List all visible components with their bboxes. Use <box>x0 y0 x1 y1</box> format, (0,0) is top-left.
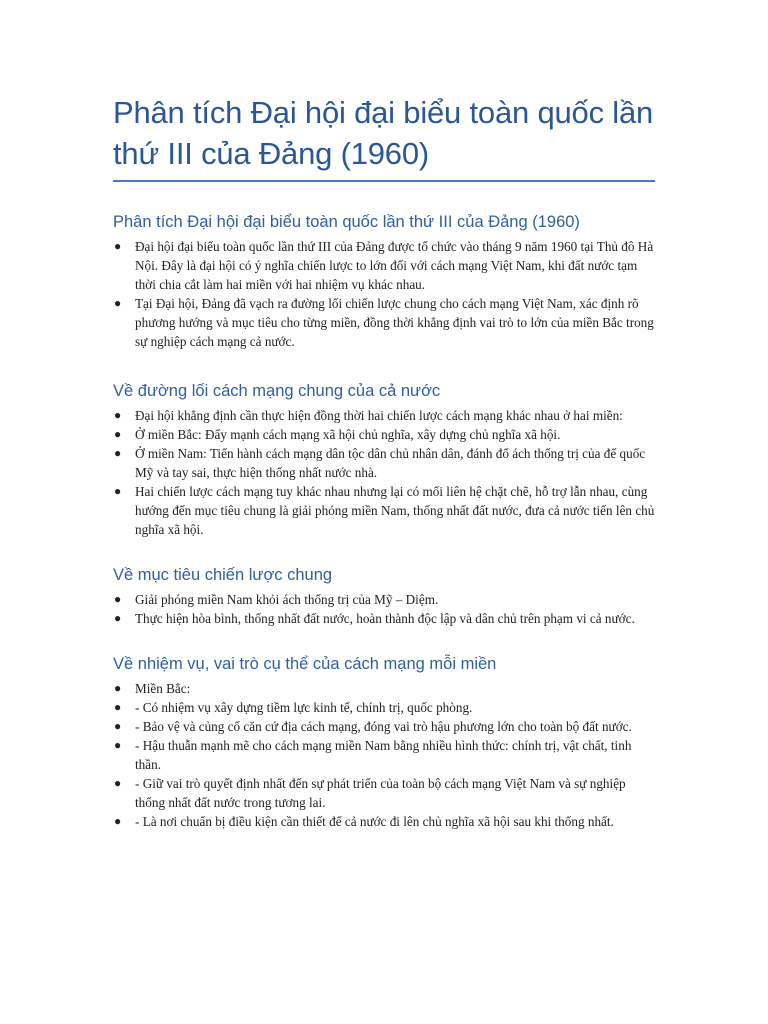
bullet-list-general-line <box>113 406 655 539</box>
list-item <box>113 609 655 628</box>
bullet-icon: ● <box>114 681 122 695</box>
list-item <box>113 482 655 539</box>
list-item-text: - Giữ vai trò quyết định nhất đến sự phát triển của toàn bộ cách mạng Việt Nam và sự nghiệp thống nhất đất nước trong tương lai. <box>135 776 626 810</box>
bullet-icon: ● <box>114 738 122 752</box>
list-item <box>113 294 655 351</box>
bullet-list-overview <box>113 237 655 351</box>
bullet-icon: ● <box>114 700 122 714</box>
list-item-text: Đại hội khẳng định cần thực hiện đồng thời hai chiến lược cách mạng khác nhau ở hai miền: <box>135 408 623 423</box>
list-item-text: Giải phóng miền Nam khỏi ách thống trị của Mỹ – Diệm. <box>135 592 439 607</box>
list-item <box>113 774 655 812</box>
bullet-icon: ● <box>114 408 122 422</box>
list-item-text: Thực hiện hòa bình, thống nhất đất nước, hoàn thành độc lập và dân chủ trên phạm vi cả nước. <box>135 611 635 626</box>
list-item <box>113 590 655 609</box>
list-item <box>113 444 655 482</box>
bullet-icon: ● <box>114 592 122 606</box>
bullet-icon: ● <box>114 611 122 625</box>
list-item-text: Đại hội đại biểu toàn quốc lần thứ III của Đảng được tổ chức vào tháng 9 năm 1960 tại Thủ đô Hà Nội. Đây là đại hội có ý nghĩa chiến lược to lớn đối với cách mạng Việt Nam, khi đất nước tạm thời chia cắt làm hai miền với hai nhiệm vụ khác nhau. <box>135 239 654 292</box>
section-heading-general-line: Về đường lối cách mạng chung của cả nước <box>113 382 441 400</box>
bullet-icon: ● <box>114 814 122 828</box>
list-item <box>113 237 655 294</box>
bullet-icon: ● <box>114 239 122 253</box>
bullet-icon: ● <box>114 776 122 790</box>
list-item <box>113 406 655 425</box>
list-item <box>113 698 655 717</box>
list-item-text: Ở miền Bắc: Đẩy mạnh cách mạng xã hội chủ nghĩa, xây dựng chủ nghĩa xã hội. <box>135 427 561 442</box>
list-item-text: - Là nơi chuẩn bị điều kiện cần thiết để cả nước đi lên chủ nghĩa xã hội sau khi thống nhất. <box>135 814 614 829</box>
list-item-text: Miền Bắc: <box>135 681 191 696</box>
bullet-icon: ● <box>114 296 122 310</box>
list-item <box>113 717 655 736</box>
list-item <box>113 425 655 444</box>
section-heading-overview: Phân tích Đại hội đại biểu toàn quốc lần thứ III của Đảng (1960) <box>113 213 580 231</box>
list-item-text: - Có nhiệm vụ xây dựng tiềm lực kinh tế, chính trị, quốc phòng. <box>135 700 473 715</box>
list-item-text: - Bảo vệ và củng cố căn cứ địa cách mạng, đóng vai trò hậu phương lớn cho toàn bộ đất nước. <box>135 719 632 734</box>
section-heading-regional-tasks: Về nhiệm vụ, vai trò cụ thể của cách mạng mỗi miền <box>113 655 497 673</box>
list-item-text: - Hậu thuẫn mạnh mẽ cho cách mạng miền Nam bằng nhiều hình thức: chính trị, vật chất, tinh thần. <box>135 738 632 772</box>
bullet-icon: ● <box>114 446 122 460</box>
bullet-list-regional-tasks <box>113 679 655 831</box>
page-title: Phân tích Đại hội đại biểu toàn quốc lần thứ III của Đảng (1960) <box>113 92 655 182</box>
list-item <box>113 736 655 774</box>
list-item-text: Hai chiến lược cách mạng tuy khác nhau nhưng lại có mối liên hệ chặt chẽ, hỗ trợ lẫn nhau, cùng hướng đến mục tiêu chung là giải phóng miền Nam, thống nhất đất nước, đưa cả nước tiến lên chủ nghĩa xã hội. <box>135 484 655 537</box>
bullet-icon: ● <box>114 427 122 441</box>
list-item-text: Ở miền Nam: Tiến hành cách mạng dân tộc dân chủ nhân dân, đánh đổ ách thống trị của đế quốc Mỹ và tay sai, thực hiện thống nhất nước nhà. <box>135 446 646 480</box>
list-item <box>113 679 655 698</box>
bullet-list-strategic-goal <box>113 590 655 628</box>
list-item-text: Tại Đại hội, Đảng đã vạch ra đường lối chiến lược chung cho cách mạng Việt Nam, xác định rõ phương hướng và mục tiêu cho từng miền, đồng thời khẳng định vai trò to lớn của miền Bắc trong sự nghiệp cách mạng cả nước. <box>135 296 654 349</box>
list-item <box>113 812 655 831</box>
bullet-icon: ● <box>114 719 122 733</box>
section-heading-strategic-goal: Về mục tiêu chiến lược chung <box>113 566 333 584</box>
document-page <box>113 92 655 831</box>
bullet-icon: ● <box>114 484 122 498</box>
